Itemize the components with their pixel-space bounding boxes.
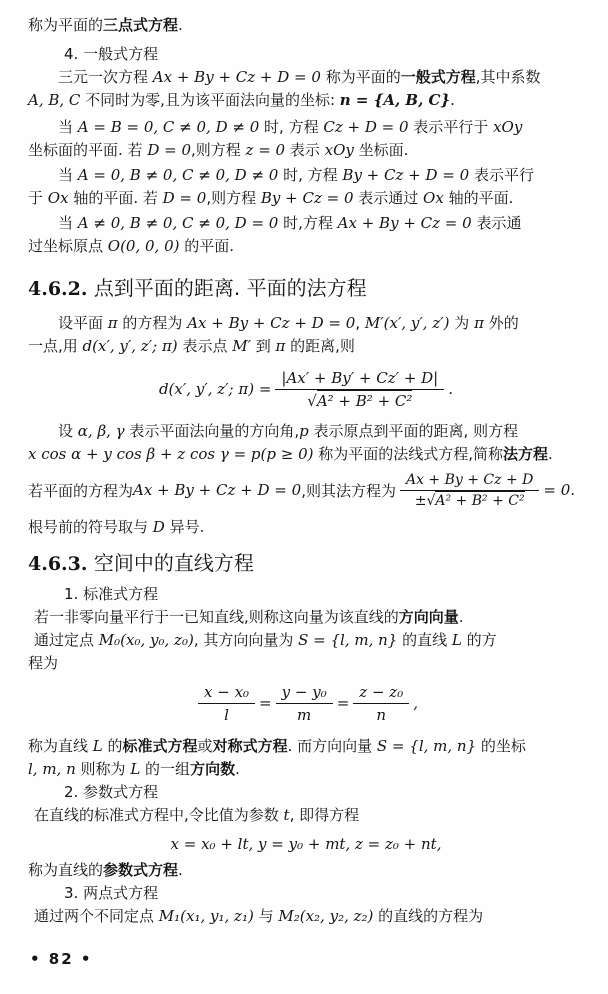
radicand: A² + B² + C² bbox=[316, 391, 413, 410]
math: S = {l, m, n} bbox=[298, 631, 398, 649]
text: 表示平面法向量的方向角, bbox=[124, 422, 300, 440]
page-number: • 82 • bbox=[30, 950, 93, 968]
text: . bbox=[178, 861, 183, 879]
text: , bbox=[355, 314, 365, 332]
display-formula-parametric bbox=[28, 829, 584, 859]
text-line bbox=[28, 629, 584, 652]
text: 表示 bbox=[285, 141, 325, 159]
section-title: 空间中的直线方程 bbox=[87, 551, 254, 575]
text-line bbox=[28, 164, 584, 187]
section-heading-463 bbox=[28, 547, 584, 579]
fraction-denominator bbox=[400, 491, 539, 509]
math: By + Cz + D = 0 bbox=[342, 166, 470, 184]
text: 2. 参数式方程 bbox=[64, 783, 159, 801]
math: l, m, n bbox=[28, 760, 76, 778]
text: 若一非零向量平行于一已知直线,则称这向量为该直线的 bbox=[34, 608, 399, 626]
text: 当 bbox=[58, 118, 78, 136]
math: π bbox=[107, 314, 118, 332]
text: 轴的平面. bbox=[443, 189, 514, 207]
text: . bbox=[570, 481, 576, 499]
math: D = 0 bbox=[162, 189, 207, 207]
text: 的直线 bbox=[397, 631, 452, 649]
fraction-denominator: l bbox=[224, 705, 229, 724]
text-line bbox=[28, 905, 584, 928]
text-line-with-fraction bbox=[28, 468, 584, 512]
math: α, β, γ bbox=[77, 422, 125, 440]
text: 的坐标 bbox=[476, 737, 526, 755]
math: S = {l, m, n} bbox=[376, 737, 477, 755]
math: z = 0 bbox=[245, 141, 286, 159]
fraction bbox=[275, 369, 444, 410]
text: . bbox=[450, 91, 455, 109]
text: 过坐标原点 bbox=[28, 237, 108, 255]
math: M′ bbox=[232, 337, 251, 355]
math: A ≠ 0, B ≠ 0, C ≠ 0, D = 0 bbox=[77, 214, 279, 232]
math: = 0 bbox=[543, 481, 571, 499]
text: 1. 标准式方程 bbox=[64, 585, 159, 603]
display-formula-distance bbox=[28, 360, 584, 418]
text: ,其中系数 bbox=[475, 68, 541, 86]
text: 坐标面. bbox=[353, 141, 409, 159]
text: , 其方向向量为 bbox=[193, 631, 299, 649]
math: t bbox=[283, 806, 290, 824]
text: 称为平面的法线式方程,简称 bbox=[313, 445, 504, 463]
list-item-4 bbox=[28, 43, 584, 66]
list-item-2 bbox=[28, 781, 584, 804]
formula-tail: . bbox=[448, 380, 454, 398]
text-line bbox=[28, 606, 584, 629]
math: A = B = 0, C ≠ 0, D ≠ 0 bbox=[77, 118, 260, 136]
text: 称为平面的 bbox=[320, 68, 401, 86]
plus-minus-sqrt-sign: ±√ bbox=[414, 492, 436, 509]
fraction-numerator: x − x₀ bbox=[198, 683, 255, 704]
text: . bbox=[178, 16, 183, 34]
text: ,则其法方程为 bbox=[301, 481, 396, 500]
math: M′(x′, y′, z′) bbox=[364, 314, 450, 332]
text-line bbox=[28, 212, 584, 235]
text: 则称为 bbox=[75, 760, 131, 778]
text: 时,方程 bbox=[278, 214, 338, 232]
math: Ox bbox=[47, 189, 69, 207]
text-line bbox=[28, 312, 584, 335]
text: 外的 bbox=[483, 314, 519, 332]
text: 的方程为 bbox=[117, 314, 188, 332]
text: . bbox=[548, 445, 553, 463]
fraction-denominator: m bbox=[297, 705, 312, 724]
text: 的 bbox=[102, 737, 123, 755]
math: D bbox=[152, 518, 165, 536]
text: 表示平行 bbox=[469, 166, 534, 184]
text: 通过两个不同定点 bbox=[34, 907, 159, 925]
math: xOy bbox=[324, 141, 354, 159]
math: π bbox=[275, 337, 286, 355]
math: Ax + By + Cz = 0 bbox=[337, 214, 472, 232]
text-line bbox=[28, 804, 584, 827]
math: A = 0, B ≠ 0, C ≠ 0, D ≠ 0 bbox=[77, 166, 279, 184]
text-line bbox=[28, 14, 584, 37]
text: 时, 方程 bbox=[259, 118, 324, 136]
term-normal-equation: 法方程 bbox=[503, 445, 549, 463]
fraction-denominator: n bbox=[376, 705, 387, 724]
fraction-denominator bbox=[275, 390, 444, 410]
math: Ox bbox=[423, 189, 444, 207]
text: 于 bbox=[28, 189, 48, 207]
term-general-form: 一般式方程 bbox=[400, 68, 476, 86]
term-standard-form: 标准式方程 bbox=[122, 737, 198, 755]
term-symmetric-form: 对称式方程 bbox=[212, 737, 288, 755]
text-line bbox=[28, 652, 584, 675]
fraction bbox=[276, 683, 333, 724]
text: 4. 一般式方程 bbox=[64, 45, 159, 63]
formula-lhs: d(x′, y′, z′; π) = bbox=[158, 380, 272, 398]
text: 的一组 bbox=[140, 760, 191, 778]
text: 的方 bbox=[461, 631, 497, 649]
math: M₂(x₂, y₂, z₂) bbox=[278, 907, 374, 925]
text: 与 bbox=[253, 907, 279, 925]
text-line bbox=[28, 443, 584, 466]
math: Ax + By + Cz + D = 0 bbox=[133, 481, 302, 499]
math: Ax + By + Cz + D = 0 bbox=[187, 314, 356, 332]
radicand: A² + B² + C² bbox=[435, 492, 525, 509]
equals-sign: = bbox=[336, 694, 350, 712]
text: 的距离,则 bbox=[285, 337, 355, 355]
math: M₁(x₁, y₁, z₁) bbox=[158, 907, 254, 925]
text: ,则方程 bbox=[191, 141, 246, 159]
sqrt-sign: √ bbox=[307, 391, 317, 410]
fraction-numerator: |Ax′ + By′ + Cz′ + D| bbox=[275, 369, 444, 390]
math: O(0, 0, 0) bbox=[107, 237, 180, 255]
text: 或 bbox=[197, 737, 213, 755]
text: 表示通过 bbox=[353, 189, 424, 207]
section-number: 4.6.3. bbox=[28, 553, 88, 575]
text: 称为直线 bbox=[28, 737, 93, 755]
math: Ax + By + Cz + D = 0 bbox=[152, 68, 321, 86]
text: 三元一次方程 bbox=[58, 68, 153, 86]
list-item-1 bbox=[28, 583, 584, 606]
text: 称为直线的 bbox=[28, 861, 104, 879]
list-item-3 bbox=[28, 882, 584, 905]
text: 表示原点到平面的距离, 则方程 bbox=[308, 422, 519, 440]
text: 当 bbox=[58, 214, 78, 232]
math: d(x′, y′, z′; π) bbox=[82, 337, 178, 355]
text-line bbox=[28, 758, 584, 781]
text: 程为 bbox=[28, 654, 59, 672]
text-line bbox=[28, 66, 584, 89]
text: 表示点 bbox=[177, 337, 233, 355]
text-line bbox=[28, 859, 584, 882]
term-three-point-form: 三点式方程 bbox=[103, 16, 179, 34]
math: Cz + D = 0 bbox=[323, 118, 409, 136]
term-direction-vector: 方向向量 bbox=[398, 608, 459, 626]
math: M₀(x₀, y₀, z₀) bbox=[98, 631, 194, 649]
text: 的直线的方程为 bbox=[373, 907, 484, 925]
math: D = 0 bbox=[147, 141, 191, 159]
text-line bbox=[28, 89, 584, 112]
section-title: 点到平面的距离. 平面的法方程 bbox=[87, 276, 367, 300]
text: 若平面的方程为 bbox=[28, 481, 134, 500]
fraction-numerator: Ax + By + Cz + D bbox=[400, 472, 539, 491]
text-line bbox=[28, 235, 584, 258]
math: x = x₀ + lt, y = y₀ + mt, z = z₀ + nt, bbox=[170, 835, 442, 853]
math: L bbox=[451, 631, 462, 649]
text: 当 bbox=[58, 166, 78, 184]
fraction-numerator: y − y₀ bbox=[276, 683, 333, 704]
text: . bbox=[235, 760, 240, 778]
text: 根号前的符号取与 bbox=[28, 518, 153, 536]
section-number: 4.6.2. bbox=[28, 278, 88, 300]
text: 3. 两点式方程 bbox=[64, 884, 159, 902]
text: 表示通 bbox=[471, 214, 522, 232]
math: xOy bbox=[493, 118, 523, 136]
text-line bbox=[28, 187, 584, 210]
text: 坐标面的平面. 若 bbox=[28, 141, 148, 159]
equals-sign: = bbox=[259, 694, 272, 712]
text: , 即得方程 bbox=[289, 806, 360, 824]
term-parametric-form: 参数式方程 bbox=[103, 861, 179, 879]
text: 时, 方程 bbox=[278, 166, 343, 184]
section-heading-462 bbox=[28, 272, 584, 304]
math: L bbox=[92, 737, 103, 755]
text: 称为平面的 bbox=[28, 16, 104, 34]
fraction bbox=[353, 683, 409, 724]
text: ,则方程 bbox=[206, 189, 261, 207]
fraction bbox=[400, 472, 539, 509]
text: 为 bbox=[449, 314, 475, 332]
formula-tail: , bbox=[413, 694, 418, 712]
text-line bbox=[28, 420, 584, 443]
text: 设 bbox=[58, 422, 78, 440]
math: p bbox=[299, 422, 309, 440]
text: 设平面 bbox=[58, 314, 108, 332]
math: L bbox=[130, 760, 141, 778]
text: 到 bbox=[250, 337, 276, 355]
math: π bbox=[474, 314, 484, 332]
text: 不同时为零,且为该平面法向量的坐标: bbox=[80, 91, 340, 109]
text: 在直线的标准式方程中,令比值为参数 bbox=[34, 806, 284, 824]
math: x cos α + y cos β + z cos γ = p(p ≥ 0) bbox=[28, 445, 314, 463]
math-normal-vector: n = {A, B, C} bbox=[339, 91, 451, 109]
text-line bbox=[28, 516, 584, 539]
text: 通过定点 bbox=[34, 631, 99, 649]
text: 表示平行于 bbox=[408, 118, 494, 136]
text-line bbox=[28, 335, 584, 358]
text: 一点,用 bbox=[28, 337, 83, 355]
display-formula-standard bbox=[28, 675, 584, 731]
text-line bbox=[28, 116, 584, 139]
term-direction-numbers: 方向数 bbox=[190, 760, 236, 778]
text-line bbox=[28, 139, 584, 162]
text: . 而方向向量 bbox=[287, 737, 377, 755]
text: 异号. bbox=[164, 518, 205, 536]
fraction bbox=[198, 683, 255, 724]
text-line bbox=[28, 735, 584, 758]
text: 的平面. bbox=[179, 237, 235, 255]
math: By + Cz = 0 bbox=[260, 189, 354, 207]
text: 轴的平面. 若 bbox=[68, 189, 163, 207]
math: A, B, C bbox=[28, 91, 81, 109]
fraction-numerator: z − z₀ bbox=[353, 683, 409, 704]
text: . bbox=[458, 608, 464, 626]
